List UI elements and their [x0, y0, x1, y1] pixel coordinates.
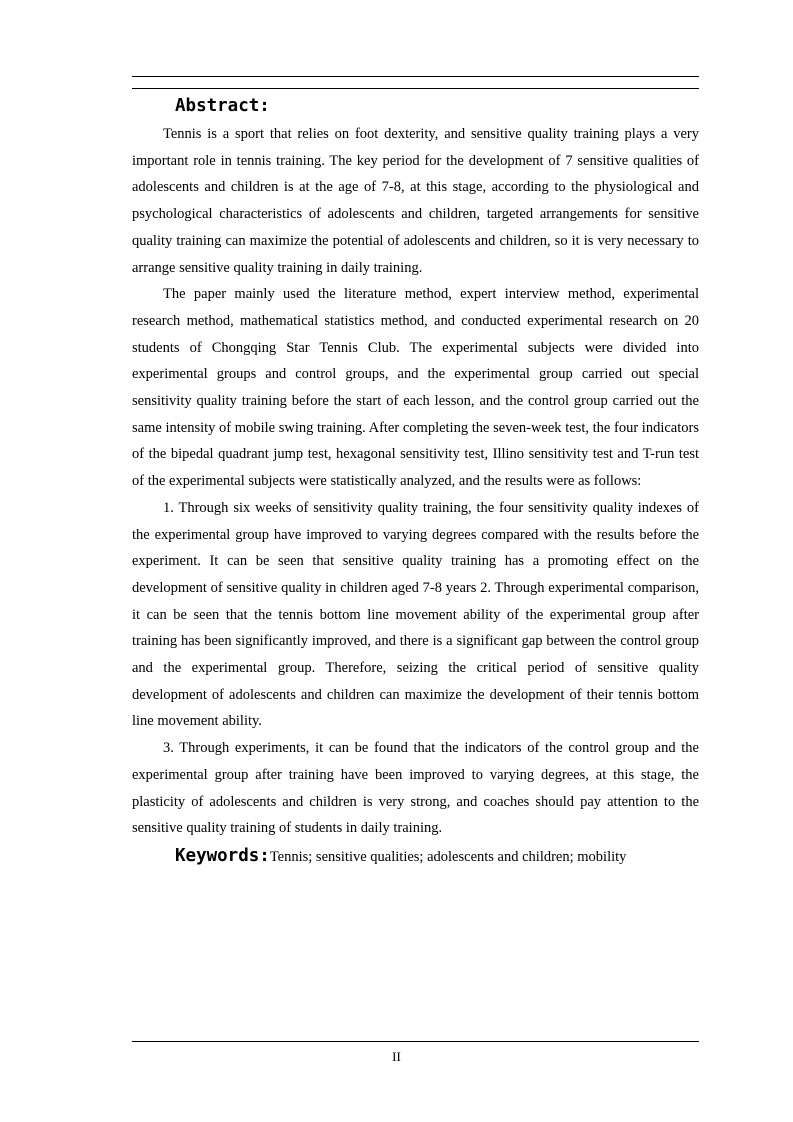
- abstract-paragraph-2: The paper mainly used the literature method, expert interview method, experimental research method, mathematical statistics method, and conducted experimental research on 20 students of Chongqing Star Tennis Club. The experimental subjects were divided into experimental groups and control groups, and the experimental group carried out special sensitivity quality training before the start of each lesson, and the control group carried out the same intensity of mobile swing training. After completing the seven-week test, the four indicators of the bipedal quadrant jump test, hexagonal sensitivity test, Illino sensitivity test and T-run test of the experimental subjects were statistically analyzed, and the results were as follows:: [132, 286, 699, 490]
- header-rule-top: [132, 76, 699, 77]
- keywords-line: [132, 842, 699, 871]
- keywords-label: Keywords:: [175, 845, 270, 866]
- abstract-heading: Abstract:: [175, 96, 270, 116]
- page-number: II: [392, 1049, 401, 1064]
- footer-rule: [132, 1041, 699, 1042]
- keywords-text: Tennis; sensitive qualities; adolescents and children; mobility: [269, 848, 627, 865]
- header-rule-bottom: [132, 88, 699, 89]
- abstract-section: [132, 91, 699, 871]
- abstract-paragraph-1: Tennis is a sport that relies on foot dexterity, and sensitive quality training plays a very important role in tennis training. The key period for the development of 7 sensitive qualities of adolescents and children is at the age of 7-8, at this stage, according to the physiological and psychological characteristics of adolescents and children, targeted arrangements for sensitive quality training can maximize the potential of adolescents and children, so it is very necessary to arrange sensitive quality training in daily training.: [132, 126, 699, 276]
- abstract-paragraph-4: 3. Through experiments, it can be found that the indicators of the control group and the experimental group after training have been improved to varying degrees, at this stage, the plasticity of adolescents and children is very strong, and coaches should pay attention to the sensitive quality training of students in daily training.: [132, 740, 699, 837]
- abstract-paragraph-3: 1. Through six weeks of sensitivity quality training, the four sensitivity quality indexes of the experimental group have improved to varying degrees compared with the results before the experiment. It can be seen that sensitive quality training has a promoting effect on the development of sensitive quality in children aged 7-8 years 2. Through experimental comparison, it can be seen that the tennis bottom line movement ability of the experimental group after training has been significantly improved, and there is a significant gap between the control group and the experimental group. Therefore, seizing the critical period of sensitive quality development of adolescents and children can maximize the development of their tennis bottom line movement ability.: [132, 499, 699, 730]
